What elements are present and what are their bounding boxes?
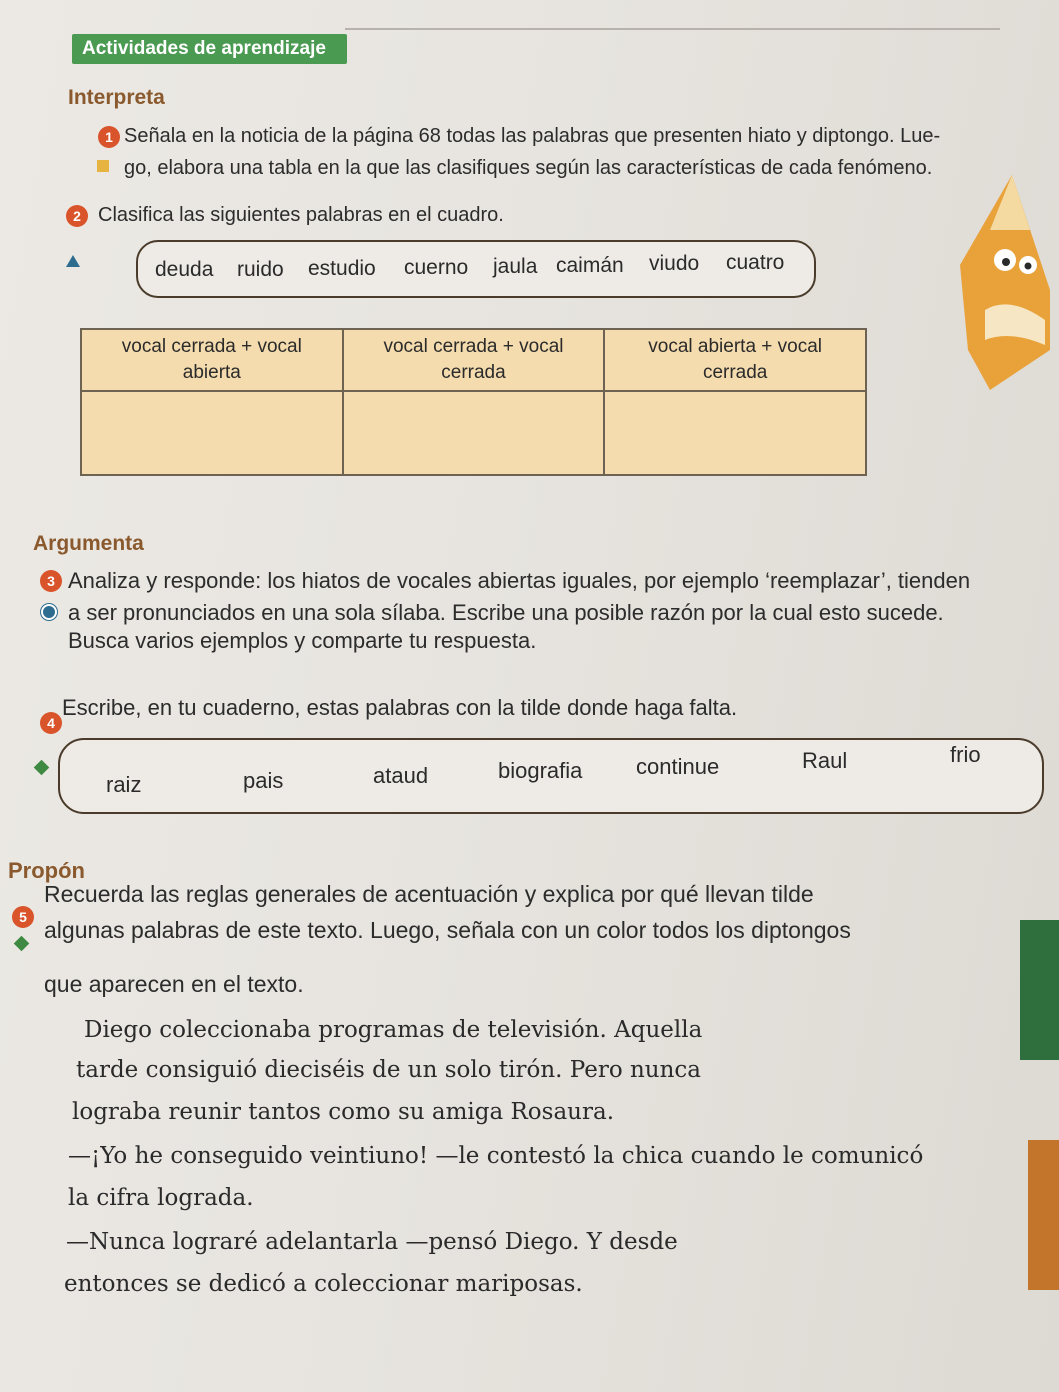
activity-4-number: 4	[40, 712, 62, 734]
word-bank-4-word: biografia	[498, 758, 583, 783]
table-row	[81, 391, 866, 475]
word-bank-4-word: raiz	[106, 772, 142, 797]
header-text: abierta	[182, 362, 241, 383]
table-header-cell	[81, 329, 343, 391]
story-line-2: tarde consiguió dieciséis de un solo tirón. Pero nunca	[76, 1057, 702, 1083]
story-line-6: —Nunca lograré adelantarla —pensó Diego. Y desde	[66, 1229, 678, 1255]
word-bank-4-word: continue	[636, 754, 720, 779]
pencil-character-illustration	[950, 170, 1055, 400]
word-bank-4-word: pais	[243, 768, 284, 793]
activity-3-line-2: a ser pronunciados en una sola sílaba. Escribe una posible razón por la cual esto sucede.	[68, 600, 944, 625]
activity-3-line-3: Busca varios ejemplos y comparte tu respuesta.	[68, 628, 537, 653]
header-text: cerrada	[702, 362, 768, 383]
decorative-green-block	[1020, 920, 1059, 1060]
activity-5-line-1: Recuerda las reglas generales de acentuación y explica por qué llevan tilde	[44, 881, 814, 907]
story-line-1: Diego coleccionaba programas de televisión. Aquella	[84, 1017, 703, 1043]
activity-3-line-1: Analiza y responde: los hiatos de vocales abiertas iguales, por ejemplo ‘reemplazar’, tienden	[68, 568, 971, 593]
story-line-5: la cifra lograda.	[68, 1185, 254, 1211]
activity-2-number: 2	[66, 205, 88, 227]
header-text: vocal abierta + vocal	[648, 336, 823, 357]
word-bank-2-word: estudio	[308, 257, 376, 280]
word-bank-4-word: ataud	[373, 763, 429, 788]
table-empty-cell[interactable]	[343, 391, 605, 475]
table-header-row	[81, 329, 866, 391]
square-marker-icon	[97, 160, 109, 172]
diamond-marker-icon	[34, 760, 50, 776]
word-bank-4-word: frio	[950, 742, 981, 767]
activity-5-number: 5	[12, 906, 34, 928]
circle-marker-icon	[41, 604, 57, 620]
decorative-orange-block	[1028, 1140, 1059, 1290]
triangle-marker-icon	[66, 255, 80, 267]
activity-1-number: 1	[98, 126, 120, 148]
word-bank-2-word: caimán	[556, 254, 624, 277]
header-rule	[345, 28, 1000, 30]
classification-table	[80, 328, 867, 476]
table-header-cell	[604, 329, 866, 391]
header-text: cerrada	[441, 362, 506, 383]
word-bank-2-word: deuda	[155, 258, 214, 281]
word-bank-2-word: cuatro	[726, 251, 785, 274]
story-line-7: entonces se dedicó a coleccionar mariposas.	[64, 1271, 583, 1297]
activity-5-line-3: que aparecen en el texto.	[44, 971, 304, 997]
header-text: vocal cerrada + vocal	[383, 336, 564, 357]
word-bank-2-word: viudo	[649, 252, 700, 275]
header-text: vocal cerrada + vocal	[121, 336, 302, 357]
story-line-4: —¡Yo he conseguido veintiuno! —le contestó la chica cuando le comunicó	[68, 1143, 924, 1169]
activity-5-line-2: algunas palabras de este texto. Luego, señala con un color todos los diptongos	[44, 917, 851, 943]
activity-3-number: 3	[40, 570, 62, 592]
activity-2-instruction: Clasifica las siguientes palabras en el cuadro.	[98, 204, 504, 226]
word-bank-2-word: cuerno	[404, 256, 469, 279]
diamond-marker-icon	[14, 936, 30, 952]
activity-4-instruction: Escribe, en tu cuaderno, estas palabras con la tilde donde haga falta.	[62, 695, 738, 720]
section-propon: Propón	[8, 858, 85, 883]
table-empty-cell[interactable]	[81, 391, 343, 475]
activity-1-line-2: go, elabora una tabla en la que las clasifiques según las características de cada fenómeno.	[124, 157, 933, 179]
word-bank-4-word: Raul	[802, 748, 848, 773]
section-interpreta: Interpreta	[68, 86, 165, 109]
table-header-cell	[343, 329, 605, 391]
page-header: Actividades de aprendizaje	[72, 34, 347, 64]
section-argumenta: Argumenta	[33, 532, 144, 555]
word-bank-2-word: jaula	[493, 255, 538, 278]
story-line-3: lograba reunir tantos como su amiga Rosaura.	[72, 1099, 615, 1125]
table-empty-cell[interactable]	[604, 391, 866, 475]
word-bank-2-word: ruido	[237, 258, 284, 281]
activity-1-line-1: Señala en la noticia de la página 68 todas las palabras que presenten hiato y diptongo. Lue-	[124, 125, 941, 147]
